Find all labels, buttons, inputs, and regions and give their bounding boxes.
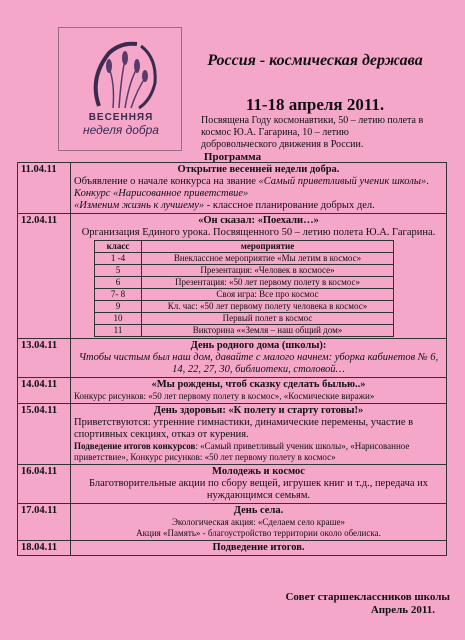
table-row [95, 241, 394, 253]
table-row [18, 465, 447, 504]
footer-author: Совет старшеклассников школы [285, 591, 450, 603]
event-cell: Первый полет в космос [142, 313, 394, 325]
day-content [71, 378, 447, 404]
text-fragment: : «Самый приветливый ученик школы», «Нарисованное приветствие», Конкурс рисунков: «50 лет первому полету в космос» [74, 441, 410, 462]
day-content [71, 465, 447, 504]
day-text [74, 176, 443, 200]
table-row [95, 265, 394, 277]
text-fragment: «Самый приветливый ученик школы» [258, 176, 427, 187]
day-title: «Мы рождены, чтоб сказку сделать былью..» [151, 379, 366, 390]
day-date: 18.04.11 [18, 541, 71, 556]
day-date: 13.04.11 [18, 339, 71, 378]
program-table [17, 162, 447, 556]
logo-line-2: неделя добра [83, 123, 159, 137]
event-cell: Своя игра: Все про космос [142, 289, 394, 301]
day-date: 14.04.11 [18, 378, 71, 404]
page-title: Россия - космическая держава [207, 52, 423, 69]
event-cell: Викторина ««Земля – наш общий дом» [142, 325, 394, 337]
class-cell: 10 [95, 313, 142, 325]
day-text: Приветствуются: утренние гимнастики, динамические перемены, участие в спортивных секциях, отказ от курения. [74, 417, 414, 440]
class-cell: 11 [95, 325, 142, 337]
day-content [71, 504, 447, 541]
day-content [71, 214, 447, 339]
event-cell: Презентация: «50 лет первому полету в космос» [142, 277, 394, 289]
table-row [18, 541, 447, 556]
day-text: Благотворительные акции по сбору вещей, игрушек книг и т.д., передача их нуждающимся семьям. [88, 478, 429, 501]
day-title: День родного дома (школы): [190, 340, 327, 351]
class-cell: 9 [95, 301, 142, 313]
table-row [95, 277, 394, 289]
column-header-class: класс [95, 241, 142, 253]
table-row [18, 378, 447, 404]
day-text: Организация Единого урока. Посвященного 50 – летию полета Ю.А. Гагарина. [81, 227, 436, 238]
table-row [95, 289, 394, 301]
day-text: Чтобы чистым был наш дом, давайте с малого начнем: уборка кабинетов № 6, 14, 22, 27, 30, библиотеки, столовой… [78, 352, 439, 375]
table-row [18, 504, 447, 541]
logo [58, 27, 182, 151]
day-text [74, 441, 443, 463]
day-content [71, 163, 447, 214]
day-text: Акция «Память» - благоустройство территории около обелиска. [136, 528, 381, 538]
day-text: Конкурс рисунков: «50 лет первому полету в космос», «Космические виражи» [74, 391, 375, 401]
day-title: День села. [233, 505, 284, 516]
event-cell: Презентация: «Человек в космосе» [142, 265, 394, 277]
day-title: Открытие весенней недели добра. [177, 164, 340, 175]
table-row [95, 313, 394, 325]
day-date: 17.04.11 [18, 504, 71, 541]
table-row [18, 163, 447, 214]
table-row [18, 339, 447, 378]
text-fragment: Конкурс «Нарисованное приветствие» [74, 188, 249, 199]
class-cell: 7- 8 [95, 289, 142, 301]
text-fragment: «Изменим жизнь к лучшему» [74, 200, 205, 211]
table-row [95, 301, 394, 313]
text-fragment: Подведение итогов конкурсов [74, 441, 196, 451]
day-date: 15.04.11 [18, 404, 71, 465]
day-date: 16.04.11 [18, 465, 71, 504]
class-cell: 6 [95, 277, 142, 289]
footer-date: Апрель 2011. [370, 604, 435, 616]
day-title: Подведение итогов. [212, 542, 305, 553]
day-text: Экологическая акция: «Сделаем село краше» [171, 517, 346, 527]
logo-line-1: ВЕСЕННЯЯ [88, 112, 154, 123]
class-events-table [94, 240, 394, 337]
class-cell: 5 [95, 265, 142, 277]
day-content [71, 541, 447, 556]
program-title: Программа [203, 151, 262, 163]
day-content [71, 339, 447, 378]
text-fragment: . [426, 176, 429, 187]
day-date: 12.04.11 [18, 214, 71, 339]
event-cell: Внеклассное мероприятие «Мы летим в космос» [142, 253, 394, 265]
day-date: 11.04.11 [18, 163, 71, 214]
day-content [71, 404, 447, 465]
table-row [18, 404, 447, 465]
column-header-event: мероприятие [142, 241, 394, 253]
week-dates: 11-18 апреля 2011. [245, 95, 385, 114]
text-fragment: - классное планирование добрых дел. [204, 200, 375, 211]
table-row [95, 253, 394, 265]
dedication-text: Посвящена Году космонавтики, 50 – летию полета в космос Ю.А. Гагарина, 10 – летию добровольческого движения в России. [201, 115, 424, 150]
day-text [74, 200, 443, 212]
day-title: Молодежь и космос [212, 466, 305, 477]
class-cell: 1 -4 [95, 253, 142, 265]
table-row [95, 325, 394, 337]
text-fragment: Объявление о начале конкурса на звание [74, 176, 259, 187]
table-row [18, 214, 447, 339]
day-title: День здоровья: «К полету и старту готовы!» [153, 405, 364, 416]
day-title: «Он сказал: «Поехали…» [198, 215, 319, 226]
event-cell: Кл. час: «50 лет первому полету человека в космос» [142, 301, 394, 313]
